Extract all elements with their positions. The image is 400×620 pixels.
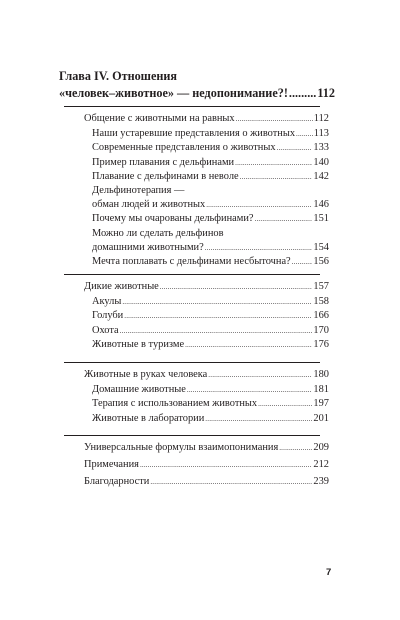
dot-leader	[205, 412, 312, 426]
toc-subentry-title: Голуби	[92, 310, 124, 322]
toc-subentry-page: 158	[313, 296, 329, 308]
dot-leader	[240, 170, 313, 184]
dot-leader	[208, 368, 312, 382]
dot-leader	[206, 198, 312, 212]
toc-entry-title: Благодарности	[84, 476, 150, 488]
toc-subentry	[92, 309, 329, 323]
toc-subentry	[92, 127, 329, 141]
toc-subentry	[92, 212, 329, 226]
toc-subentry-page: 140	[313, 156, 329, 168]
toc-subentry	[92, 156, 329, 170]
chapter-title-line-1: Глава IV. Отношения	[59, 69, 178, 83]
dot-leader	[235, 156, 312, 170]
dot-leader	[124, 309, 312, 323]
toc-subentry	[92, 255, 329, 269]
section-divider	[64, 106, 320, 107]
toc-subentry-page: 113	[313, 128, 329, 140]
toc-subentry-title: Животные в лаборатории	[92, 412, 205, 424]
toc-subentry-title: Дельфинотерапия —	[92, 185, 185, 196]
toc-subentry-page: 156	[313, 256, 329, 267]
toc-subentry-page: 146	[313, 199, 329, 211]
toc-entry-page: 209	[313, 442, 329, 453]
toc-subentry	[92, 397, 329, 411]
toc-subentry-page: 176	[313, 338, 329, 350]
dot-leader	[160, 280, 313, 294]
toc-section-page: 157	[313, 281, 329, 292]
toc-subentry	[92, 295, 329, 309]
dot-leader	[150, 475, 312, 489]
page-number: 7	[326, 567, 332, 578]
toc-subentry	[92, 338, 329, 352]
toc-subentry-title: Плавание с дельфинами в неволе	[92, 170, 239, 182]
toc-subentry-page: 133	[313, 142, 329, 154]
dot-leader	[187, 383, 313, 397]
toc-section	[84, 112, 329, 126]
toc-section-title: Дикие животные	[84, 281, 159, 292]
dot-leader	[120, 324, 313, 338]
toc-subentry	[92, 241, 329, 255]
section-divider	[64, 362, 320, 363]
toc-subentry-page: 154	[313, 241, 329, 253]
toc-section	[84, 280, 329, 294]
toc-section-title: Общение с животными на равных	[84, 113, 235, 124]
toc-subentry-page: 142	[313, 170, 329, 182]
chapter-page: 112	[317, 86, 335, 100]
toc-subentry-title: Охота	[92, 324, 119, 336]
toc-subentry-page: 201	[313, 412, 329, 424]
toc-section-page: 180	[313, 369, 329, 380]
toc-subentry-title: Животные в туризме	[92, 338, 185, 350]
section-divider	[64, 274, 320, 275]
dot-leader	[140, 458, 312, 472]
toc-entry	[84, 441, 329, 455]
dot-leader	[255, 212, 313, 226]
dot-leader	[277, 141, 313, 155]
toc-subentry	[92, 412, 329, 426]
dot-leader	[122, 295, 312, 309]
toc-subentry-title: Современные представления о животных	[92, 142, 276, 154]
toc-subentry-page: 166	[313, 310, 329, 322]
dot-leader	[292, 255, 313, 269]
toc-subentry-title: Домашние животные	[92, 384, 186, 396]
toc-section-title: Животные в руках человека	[84, 369, 208, 380]
toc-subentry-page: 170	[313, 324, 329, 336]
toc-subentry	[92, 141, 329, 155]
toc-entry-title: Примечания	[84, 459, 139, 471]
dot-leader	[258, 397, 312, 411]
toc-entry	[84, 458, 329, 472]
toc-subentry	[92, 324, 329, 338]
toc-subentry-title: Акулы	[92, 296, 122, 308]
toc-subentry-title: Мечта поплавать с дельфинами несбыточна?	[92, 256, 291, 267]
toc-section	[84, 368, 329, 382]
section-divider	[64, 435, 320, 436]
toc-subentry	[92, 170, 329, 184]
toc-subentry-page: 181	[313, 384, 329, 396]
toc-subentry	[92, 227, 329, 241]
toc-entry-page: 239	[313, 476, 329, 488]
toc-subentry-title: Пример плавания с дельфинами	[92, 156, 235, 168]
dot-leader	[205, 241, 313, 255]
chapter-title-text: «человек–животное» — недопонимание?!	[59, 86, 288, 100]
toc-entry	[84, 475, 329, 489]
toc-subentry-title: обман людей и животных	[92, 199, 206, 211]
toc-subentry-title: Можно ли сделать дельфинов	[92, 227, 224, 239]
toc-subentry-page: 197	[313, 398, 329, 410]
toc-subentry-title: Почему мы очарованы дельфинами?	[92, 213, 254, 225]
toc-subentry-page: 151	[313, 213, 329, 225]
toc-entry-page: 212	[313, 459, 329, 471]
dot-leader	[236, 112, 313, 126]
dot-leader	[279, 441, 312, 455]
toc-subentry	[92, 198, 329, 212]
toc-subentry-title: Наши устаревшие представления о животных	[92, 128, 296, 140]
toc-subentry-title: Терапия с использованием животных	[92, 398, 258, 410]
dot-leader	[185, 338, 312, 352]
toc-subentry	[92, 184, 329, 198]
toc-section-page: 112	[313, 113, 329, 124]
toc-subentry-title: домашними животными?	[92, 241, 204, 253]
toc-subentry	[92, 383, 329, 397]
toc-entry-title: Универсальные формулы взаимопонимания	[84, 442, 279, 453]
dot-leader	[296, 127, 313, 141]
